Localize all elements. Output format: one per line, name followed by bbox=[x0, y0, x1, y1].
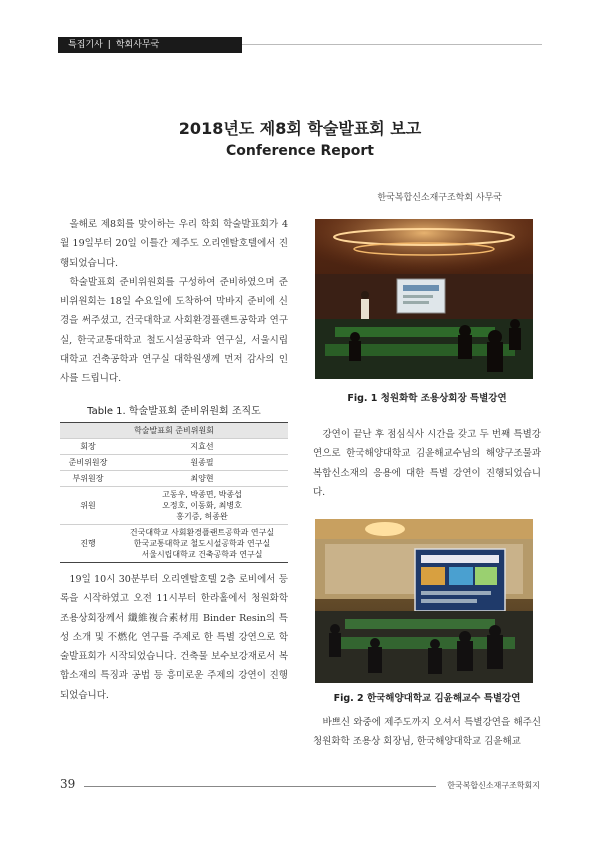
member-line: 최양현 bbox=[190, 474, 214, 483]
section-label: 특집기사 bbox=[68, 40, 103, 50]
member-line: 서울시립대학교 건축공학과 연구실 bbox=[141, 550, 263, 559]
table-header-row bbox=[60, 423, 288, 439]
article-title: 2018년도 제8회 학술발표회 보고 bbox=[178, 119, 422, 138]
role-cell: 진행 bbox=[60, 525, 116, 563]
header-rule bbox=[242, 44, 542, 45]
paragraph-text: 바쁘신 와중에 제주도까지 오셔서 특별강연을 해주신 청원화학 조용상 회장님, 한국해양대학교 김윤해교 bbox=[313, 717, 541, 748]
figure-caption: Fig. 1 청원화학 조용상회장 특별강연 bbox=[347, 393, 507, 404]
lecture-photo-1 bbox=[315, 219, 533, 379]
paragraph-text: 강연이 끝난 후 점심식사 시간을 갖고 두 번째 특별강연으로 한국해양대학교 김윤해교수님의 해양구조물과 복합신소재의 응용에 대한 특별 강연이 진행되었습니다. bbox=[313, 429, 541, 498]
member-line: 지효선 bbox=[190, 442, 214, 451]
member-line: 한국교통대학교 철도시설공학과 연구실 bbox=[133, 539, 271, 548]
role-cell: 준비위원장 bbox=[60, 455, 116, 471]
section-header bbox=[58, 37, 242, 53]
members-cell bbox=[116, 455, 288, 471]
table-caption: Table 1. 학술발표회 준비위원회 조직도 bbox=[87, 406, 261, 417]
intro-paragraph: 학술발표회 준비위원회를 구성하여 준비하였으며 준비위원회는 18일 수요일에 도착하여 막바지 준비에 신경을 써주셨고, 건국대학교 사회환경플랜트공학과 연구실, 한국교통대학교 철도시설공학과 연구실, 서울시립대학교 건축공학과 연구실 대학원생께 먼저 감사의 인사를 드립니다. bbox=[60, 276, 288, 385]
body-paragraph bbox=[313, 713, 541, 752]
footer-rule bbox=[84, 786, 436, 787]
members-cell bbox=[116, 439, 288, 455]
table-row bbox=[60, 439, 288, 455]
author-organization: 한국복합신소재구조학회 사무국 bbox=[377, 193, 502, 203]
intro-text bbox=[60, 215, 288, 389]
page-number: 39 bbox=[60, 777, 76, 791]
paragraph-text: 19일 10시 30분부터 오리엔탈호텔 2층 로비에서 등록을 시작하였고 오전 11시부터 한라홀에서 청원화학 조용상회장께서 纖維複合素材用 Binder Resin의 특성 소개 및 不燃化 연구를 주제로 한 특별 강연으로 학술발표회가 시작되었습니다. 건축물 보수보강재로서 복합소재의 특징과 공법 등 흥미로운 주제의 강연이 진행되었습니다. bbox=[60, 574, 288, 701]
lecture-photo-2 bbox=[315, 519, 533, 683]
header-separator: | bbox=[107, 40, 111, 50]
members-cell bbox=[116, 487, 288, 525]
table-row bbox=[60, 487, 288, 525]
lecture-screen-image bbox=[315, 519, 533, 683]
role-cell: 회장 bbox=[60, 439, 116, 455]
department-label: 학회사무국 bbox=[115, 40, 160, 50]
table-row bbox=[60, 525, 288, 563]
member-line: 고동우, 박종면, 박종섭 bbox=[162, 490, 242, 499]
body-paragraph bbox=[60, 570, 288, 705]
role-cell: 위원 bbox=[60, 487, 116, 525]
member-line: 홍기증, 허종완 bbox=[176, 512, 228, 521]
table-row bbox=[60, 455, 288, 471]
member-line: 원종필 bbox=[190, 458, 214, 467]
body-paragraph bbox=[313, 425, 541, 502]
member-line: 오정호, 이동화, 최병호 bbox=[162, 501, 242, 510]
table-header: 학술발표회 준비위원회 bbox=[60, 423, 288, 439]
members-cell bbox=[116, 525, 288, 563]
role-cell: 부위원장 bbox=[60, 471, 116, 487]
member-line: 건국대학교 사회환경플랜트공학과 연구실 bbox=[129, 528, 275, 537]
members-cell bbox=[116, 471, 288, 487]
figure-caption: Fig. 2 한국해양대학교 김윤해교수 특별강연 bbox=[333, 693, 521, 704]
intro-paragraph: 올해로 제8회를 맞이하는 우리 학회 학술발표회가 4월 19일부터 20일 이틀간 제주도 오리엔탈호텔에서 진행되었습니다. bbox=[60, 219, 288, 269]
table-row bbox=[60, 471, 288, 487]
journal-name: 한국복합신소재구조학회지 bbox=[447, 781, 540, 790]
article-subtitle: Conference Report bbox=[226, 143, 374, 159]
lecture-hall-image bbox=[315, 219, 533, 379]
committee-table bbox=[60, 422, 288, 563]
